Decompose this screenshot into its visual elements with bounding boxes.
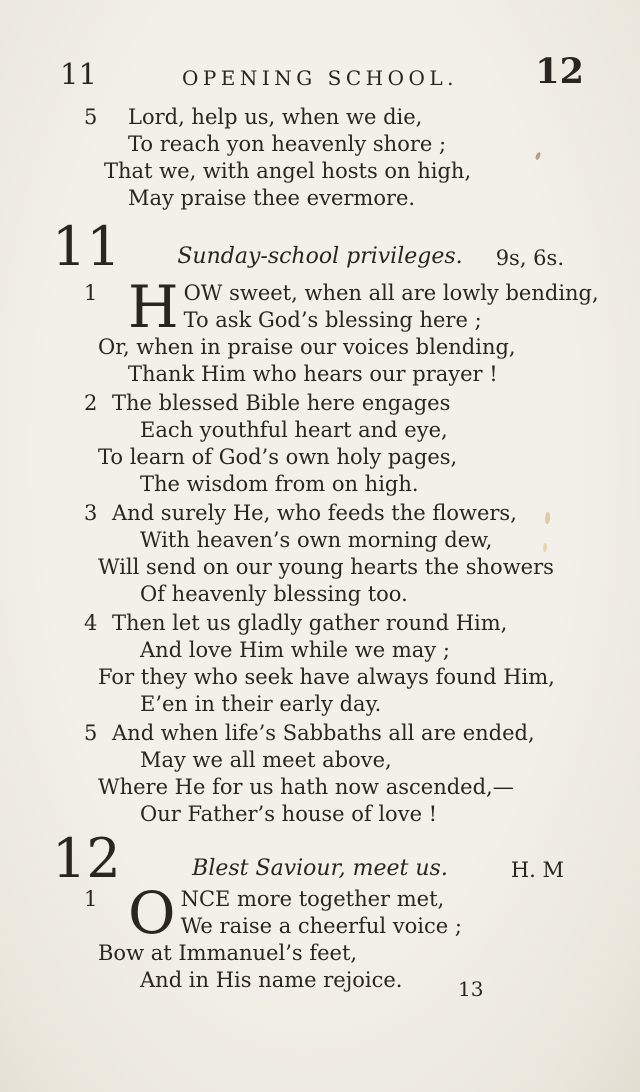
verse-line: OW sweet, when all are lowly bending, bbox=[183, 281, 599, 305]
verse-number: 5 bbox=[84, 105, 98, 129]
page-number-left: 11 bbox=[60, 57, 97, 91]
verse-line: To ask God’s blessing here ; bbox=[183, 308, 482, 332]
verse bbox=[0, 879, 640, 994]
verse-continued bbox=[0, 104, 640, 212]
verse-line: And love Him while we may ; bbox=[140, 638, 450, 662]
verse-line: Then let us gladly gather round Him, bbox=[112, 611, 508, 635]
verse bbox=[0, 390, 640, 498]
verse-number: 3 bbox=[84, 501, 98, 525]
verse bbox=[0, 500, 640, 608]
verse bbox=[0, 720, 640, 828]
verse-line: NCE more together met, bbox=[180, 887, 445, 911]
verse-line: That we, with angel hosts on high, bbox=[104, 159, 472, 183]
verse-line: May praise thee evermore. bbox=[128, 186, 416, 210]
hymn-number: 12 bbox=[52, 827, 121, 890]
verse-line: To learn of God’s own holy pages, bbox=[98, 445, 458, 469]
verse-line: We raise a cheerful voice ; bbox=[180, 914, 462, 938]
hymn-12 bbox=[0, 827, 640, 994]
verse-number: 4 bbox=[84, 611, 98, 635]
hymn-meter: H. M bbox=[510, 858, 564, 882]
drop-cap: O bbox=[128, 879, 176, 947]
page-header bbox=[0, 51, 640, 96]
verse-line: And surely He, who feeds the flowers, bbox=[112, 501, 517, 525]
verse-line: Bow at Immanuel’s feet, bbox=[98, 941, 358, 965]
dropcap-row bbox=[128, 879, 640, 947]
verse-line: Our Father’s house of love ! bbox=[140, 802, 438, 826]
dropcap-row bbox=[128, 273, 640, 341]
verse-number: 1 bbox=[84, 887, 98, 911]
verse-line: For they who seek have always found Him, bbox=[98, 665, 555, 689]
verse-line: E’en in their early day. bbox=[140, 692, 382, 716]
verse-line: Of heavenly blessing too. bbox=[140, 582, 408, 606]
running-title: OPENING SCHOOL. bbox=[181, 66, 459, 90]
verse-line: With heaven’s own morning dew, bbox=[140, 528, 493, 552]
verse-number: 5 bbox=[84, 721, 98, 745]
verse-line: The blessed Bible here engages bbox=[112, 391, 451, 415]
verse-line: Lord, help us, when we die, bbox=[128, 105, 423, 129]
verse-line: Will send on our young hearts the showers bbox=[98, 555, 554, 579]
verse-line: Where He for us hath now ascended,— bbox=[98, 775, 514, 799]
verse-line: The wisdom from on high. bbox=[140, 472, 419, 496]
hymn-heading bbox=[0, 827, 640, 890]
hymn-title: Sunday-school privileges. bbox=[177, 244, 463, 269]
hymn-number: 11 bbox=[52, 215, 121, 278]
hymn-11 bbox=[0, 215, 640, 828]
hymn-meter: 9s, 6s. bbox=[495, 246, 564, 270]
verse bbox=[0, 273, 640, 388]
verse bbox=[0, 610, 640, 718]
verse-line: May we all meet above, bbox=[140, 748, 392, 772]
verse-number: 1 bbox=[84, 281, 98, 305]
verse-line: Thank Him who hears our prayer ! bbox=[128, 362, 498, 386]
verse-line: To reach yon heavenly shore ; bbox=[128, 132, 447, 156]
hymn-heading bbox=[0, 215, 640, 280]
verse-line: Each youthful heart and eye, bbox=[140, 418, 448, 442]
drop-cap: H bbox=[128, 273, 179, 341]
verse-line: And when life’s Sabbaths all are ended, bbox=[112, 721, 535, 745]
hymn-title: Blest Saviour, meet us. bbox=[192, 856, 448, 881]
verse-line: Or, when in praise our voices blending, bbox=[98, 335, 516, 359]
page-number-right: 12 bbox=[535, 51, 584, 92]
page-number-footer: 13 bbox=[458, 977, 484, 1001]
verse-number: 2 bbox=[84, 391, 98, 415]
verse-line: And in His name rejoice. bbox=[140, 968, 403, 992]
